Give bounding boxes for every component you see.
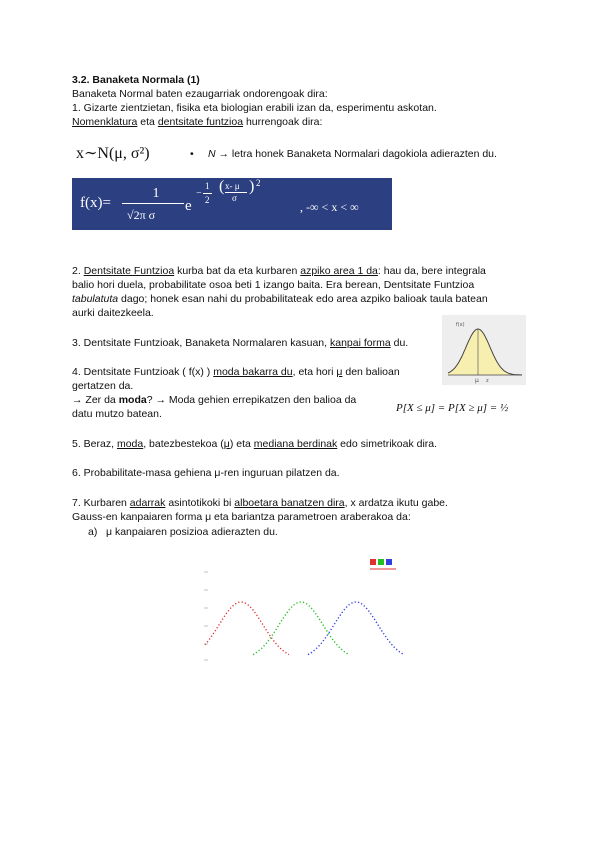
probability-symmetry-formula: P[X ≤ μ] = P[X ≥ μ] = ½ (396, 402, 509, 414)
point-2-line-2: balio hori duela, probabilitate osoa beti 1 izango baita. Era berean, Dentsitate Funtzioa (72, 279, 475, 291)
legend-swatch-green (378, 559, 384, 565)
exp-square: 2 (256, 178, 261, 188)
nomenclature-note: N → letra honek Banaketa Normalari dagokiola adierazten du. (208, 148, 497, 160)
point-1-line-2: Nomenklatura eta dentsitate funtzioa hurrengoak dira: (72, 116, 323, 128)
bell-curve-figure (442, 315, 526, 385)
point-1-line-1: 1. Gizarte zientzietan, fisika eta biologian erabili izan da, esperimentu askotan. (72, 102, 437, 114)
curve-blue (308, 602, 404, 655)
domain-text: , -∞ < x < ∞ (300, 200, 359, 214)
curve-green (253, 602, 349, 655)
point-2-line-4: aurki daitezkeela. (72, 307, 154, 319)
exp-half-num: 1 (205, 181, 210, 191)
curves-group (204, 572, 404, 660)
point-3-line: 3. Dentsitate Funtzioak, Banaketa Normalaren kasuan, kanpai forma du. (72, 337, 409, 349)
term-nomenclature: Nomenklatura (72, 116, 138, 128)
density-formula-banner (72, 178, 392, 230)
curve-red (205, 602, 289, 655)
shifted-curves-figure (196, 550, 418, 668)
section-title: 3.2. Banaketa Normala (1) (72, 74, 200, 86)
point-4-line-1: 4. Dentsitate Funtzioak ( f(x) ) moda bakarra du, eta hori μ den balioan (72, 366, 400, 378)
point-4-line-4: datu mutzo batean. (72, 408, 162, 420)
bell-mu-label: μ (475, 377, 479, 384)
point-4-line-3: → Zer da moda? → Moda gehien errepikatzen den balioa da (72, 394, 357, 406)
point-7-line-1: 7. Kurbaren adarrak asintotikoki bi alboetara banatzen dira, x ardatza ikutu gabe. (72, 497, 448, 509)
point-2-line-1: 2. Dentsitate Funtzioa kurba bat da eta kurbaren azpiko area 1 da: hau da, bere integrala (72, 265, 486, 277)
euler-e: e (185, 198, 192, 214)
bullet-dot-icon: • (190, 148, 194, 160)
bell-z-label: z (486, 378, 489, 384)
fraction-numerator: 1 (152, 186, 160, 201)
fraction-bar (122, 203, 184, 204)
point-5-line: 5. Beraz, moda, batezbestekoa (μ) eta mediana berdinak edo simetrikoak dira. (72, 438, 438, 450)
fx-label: f(x)= (80, 195, 111, 211)
point-4-line-2: gertatzen da. (72, 380, 134, 392)
exp-paren-right: ) (249, 178, 255, 195)
legend-swatch-red (370, 559, 376, 565)
point-6-line: 6. Probabilitate-masa gehiena μ-ren inguruan pilatzen da. (72, 467, 340, 479)
nomenclature-formula: x∼N(μ, σ²) (76, 145, 150, 162)
legend-swatch-blue (386, 559, 392, 565)
exp-half-bar (203, 193, 212, 194)
exp-half-den: 2 (205, 195, 210, 205)
exp-minus: − (196, 188, 202, 199)
point-7-item-a-text: μ kanpaiaren posizioa adierazten du. (106, 526, 278, 538)
exp-paren-left: ( (219, 178, 225, 195)
bell-y-label: f(x) (456, 322, 465, 328)
point-7-item-a-marker: a) (88, 526, 98, 538)
intro-text: Banaketa Normal baten ezaugarriak ondorengoak dira: (72, 88, 328, 100)
exp-frac-num: x- μ (225, 181, 240, 191)
point-7-line-2: Gauss-en kanpaiaren forma μ eta bariantza parametroen araberakoa da: (72, 511, 411, 523)
point-2-line-3: tabulatuta dago; honek esan nahi du probabilitateak edo area azpiko balioak taula batean (72, 293, 488, 305)
term-density-function: dentsitate funtzioa (157, 116, 244, 128)
fraction-denominator: √2π σ (127, 208, 156, 222)
exp-frac-den: σ (232, 193, 237, 203)
